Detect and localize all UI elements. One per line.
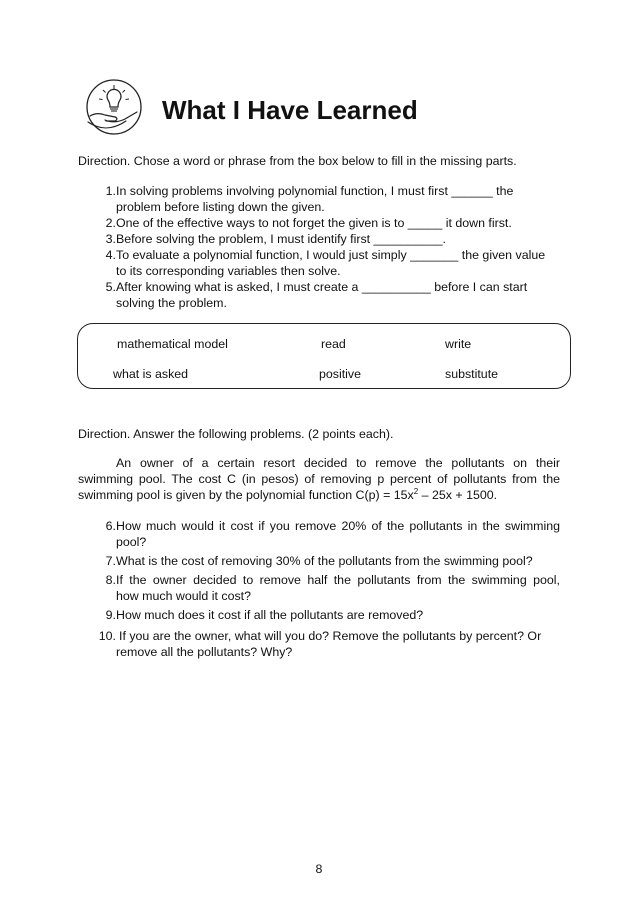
question-list <box>92 518 562 660</box>
fill-in-list <box>92 183 572 311</box>
list-item: 9. How much does it cost if all the pollutants are removed? <box>105 608 424 622</box>
direction-2: Direction. Answer the following problems. (2 points each). <box>78 427 394 441</box>
word-option: what is asked <box>113 367 189 381</box>
list-item: 7. What is the cost of removing 30% of the pollutants from the swimming pool? <box>105 554 533 568</box>
list-item: 2. One of the effective ways to not forget the given is to _____ it down first. <box>105 216 512 230</box>
list-item: 10. If you are the owner, what will you do? Remove the pollutants by percent? Or remove all the pollutants? Why? <box>98 629 542 659</box>
word-option: mathematical model <box>117 337 228 351</box>
list-item: 6. How much would it cost if you remove 20% of the pollutants in the swimming pool? <box>105 519 560 549</box>
page-number: 8 <box>315 862 323 876</box>
problem-paragraph-line: swimming pool is given by the polynomial function $C(p) = 15x^2 - 25x + 1500$. <box>78 486 498 502</box>
problem-paragraph-line: swimming pool. The cost C (in pesos) of removing p percent of pollutants from the <box>78 472 560 486</box>
list-item: 1. In solving problems involving polynomial function, I must first ______ the problem before listing down the given. <box>105 184 514 214</box>
list-item: 3. Before solving the problem, I must identify first __________. <box>105 232 446 246</box>
list-item: 4. To evaluate a polynomial function, I would just simply _______ the given value to its corresponding variables then solve. <box>105 248 546 278</box>
list-item: 8. If the owner decided to remove half the pollutants from the swimming pool, how much would it cost? <box>105 573 560 603</box>
word-option: write <box>445 337 472 351</box>
lightbulb-in-hand-icon <box>84 76 146 140</box>
list-item: 5. After knowing what is asked, I must create a __________ before I can start solving the problem. <box>105 280 528 310</box>
word-option: read <box>321 337 346 351</box>
word-option: substitute <box>445 367 499 381</box>
direction-1: Direction. Chose a word or phrase from the box below to fill in the missing parts. <box>78 154 517 168</box>
page-title: What I Have Learned <box>162 95 418 125</box>
word-option: positive <box>319 367 362 381</box>
problem-paragraph-line: An owner of a certain resort decided to remove the pollutants on their <box>116 456 560 470</box>
